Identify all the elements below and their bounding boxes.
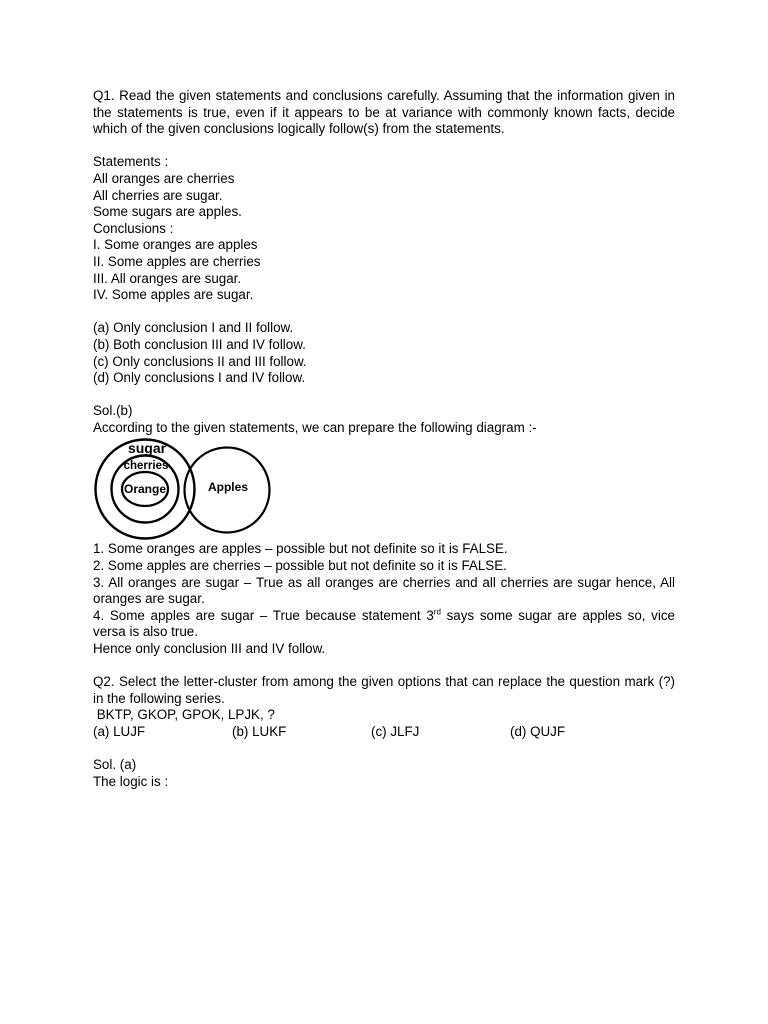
spacer: [93, 304, 675, 321]
answer-option: (b) Both conclusion III and IV follow.: [93, 336, 306, 352]
sugar-label: sugar: [127, 440, 167, 457]
conclusion-line: II. Some apples are cherries: [93, 253, 261, 269]
apples-label: Apples: [207, 480, 249, 495]
q2-option: (a) LUJF: [93, 724, 146, 739]
logic-label: The logic is :: [93, 773, 169, 789]
final-conclusion: Hence only conclusion III and IV follow.: [93, 641, 326, 657]
conclusion-line: IV. Some apples are sugar.: [93, 287, 254, 303]
venn-svg: [93, 438, 283, 540]
spacer: [93, 741, 675, 758]
spacer: [93, 387, 675, 404]
spacer: [93, 658, 675, 675]
series-text: BKTP, GKOP, GPOK, LPJK, ?: [96, 707, 275, 723]
explanation-line: 3. All oranges are sugar – True as all oranges are cherries and all cherries are sugar hence, All oranges are sugar.: [93, 574, 675, 607]
statement-line: All oranges are cherries: [93, 170, 235, 186]
statement-line: All cherries are sugar.: [93, 187, 223, 203]
answer-option: (d) Only conclusions I and IV follow.: [93, 370, 306, 386]
q2-option: (c) JLFJ: [371, 724, 420, 739]
explanation-line: 2. Some apples are cherries – possible but not definite so it is FALSE.: [93, 558, 507, 574]
conclusion-line: I. Some oranges are apples: [93, 237, 258, 253]
answer-option: (a) Only conclusion I and II follow.: [93, 320, 294, 336]
superscript: rd: [433, 607, 441, 617]
spacer: [93, 138, 675, 155]
q2-question-text: Q2. Select the letter-cluster from among the given options that can replace the question mark (?) in the following series.: [93, 674, 675, 706]
cherries-label: cherries: [123, 460, 169, 473]
orange-label: Orange: [123, 482, 167, 497]
explanation-line: 1. Some oranges are apples – possible but not definite so it is FALSE.: [93, 541, 508, 557]
statement-line: Some sugars are apples.: [93, 204, 242, 220]
explanation-line: [93, 608, 675, 641]
venn-diagram: [93, 438, 675, 540]
q2-option: (d) QUJF: [510, 724, 566, 739]
q2-options-row: [93, 724, 675, 741]
conclusions-heading: Conclusions :: [93, 220, 174, 236]
q2-option: (b) LUKF: [232, 724, 287, 739]
explanation-text: says some sugar are apples so, vice versa is also true.: [93, 607, 675, 640]
solution-label: Sol. (a): [93, 757, 137, 773]
answer-option: (c) Only conclusions II and III follow.: [93, 353, 307, 369]
letter-series: [93, 707, 675, 724]
statements-heading: Statements :: [93, 154, 169, 170]
document-page: [93, 88, 675, 790]
q1-question-text: Q1. Read the given statements and conclusions carefully. Assuming that the information given in the statements is true, even if it appears to be at variance with commonly known facts, decide which of the given conclusions logically follow(s) from the statements.: [93, 88, 675, 137]
conclusion-line: III. All oranges are sugar.: [93, 270, 242, 286]
explanation-text: 4. Some apples are sugar – True because statement 3: [93, 607, 434, 623]
solution-intro: According to the given statements, we can prepare the following diagram :-: [93, 419, 537, 435]
solution-label: Sol.(b): [93, 403, 133, 419]
